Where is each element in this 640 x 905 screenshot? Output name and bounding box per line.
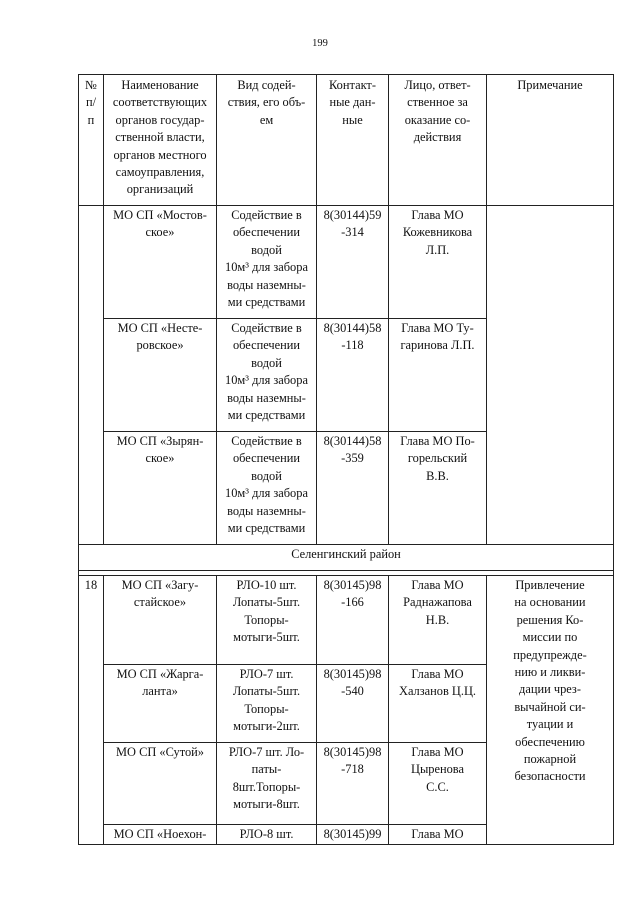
- note-cell: [487, 206, 614, 545]
- assistance-cell: РЛО-7 шт. Лопаты-5шт. Топоры- мотыги-2шт.: [217, 665, 317, 743]
- contact-cell: 8(30145)98 -166: [317, 576, 389, 665]
- region-title: Селенгинский район: [79, 545, 614, 571]
- org-cell: МО СП «Жарга- ланта»: [104, 665, 217, 743]
- person-cell: Глава МО: [389, 825, 487, 845]
- assistance-cell: РЛО-10 шт. Лопаты-5шт. Топоры- мотыги-5шт.: [217, 576, 317, 665]
- org-cell: МО СП «Загу- стайское»: [104, 576, 217, 665]
- assistance-cell: РЛО-7 шт. Ло- паты- 8шт.Топоры- мотыги-8шт.: [217, 743, 317, 825]
- header-number: № п/ п: [79, 75, 104, 206]
- person-cell: Глава МО Ту- гаринова Л.П.: [389, 319, 487, 432]
- person-cell: Глава МО Халзанов Ц.Ц.: [389, 665, 487, 743]
- page-number: 199: [312, 38, 328, 49]
- assistance-cell: Содействие в обеспечении водой 10м³ для забора воды наземны- ми средствами: [217, 319, 317, 432]
- assistance-table: [78, 74, 614, 845]
- org-cell: МО СП «Ноехон-: [104, 825, 217, 845]
- person-cell: Глава МО Кожевникова Л.П.: [389, 206, 487, 319]
- person-cell: Глава МО Цыренова С.С.: [389, 743, 487, 825]
- region-row: [79, 545, 614, 571]
- assistance-cell: РЛО-8 шт.: [217, 825, 317, 845]
- header-assistance-type: Вид содей- ствия, его объ- ем: [217, 75, 317, 206]
- contact-cell: 8(30144)59 -314: [317, 206, 389, 319]
- header-note: Примечание: [487, 75, 614, 206]
- row-number-cell: [79, 206, 104, 545]
- org-cell: МО СП «Сутой»: [104, 743, 217, 825]
- assistance-cell: Содействие в обеспечении водой 10м³ для забора воды наземны- ми средствами: [217, 206, 317, 319]
- table-row: [79, 576, 614, 665]
- org-cell: МО СП «Мостов- ское»: [104, 206, 217, 319]
- contact-cell: 8(30145)98 -718: [317, 743, 389, 825]
- header-responsible-person: Лицо, ответ- ственное за оказание со- действия: [389, 75, 487, 206]
- table-header-row: [79, 75, 614, 206]
- contact-cell: 8(30145)98 -540: [317, 665, 389, 743]
- table-row: [79, 206, 614, 319]
- header-organization: Наименование соответствующих органов государ- ственной власти, органов местного самоуправления, организаций: [104, 75, 217, 206]
- contact-cell: 8(30144)58 -359: [317, 432, 389, 545]
- person-cell: Глава МО По- горельский В.В.: [389, 432, 487, 545]
- org-cell: МО СП «Зырян- ское»: [104, 432, 217, 545]
- note-cell: Привлечение на основании решения Ко- миссии по предупрежде- нию и ликви- дации чрез- вычайной си- туации и обеспечению пожарной безопасности: [487, 576, 614, 845]
- org-cell: МО СП «Нестe- ровское»: [104, 319, 217, 432]
- person-cell: Глава МО Раднажапова Н.В.: [389, 576, 487, 665]
- contact-cell: 8(30145)99: [317, 825, 389, 845]
- assistance-cell: Содействие в обеспечении водой 10м³ для забора воды наземны- ми средствами: [217, 432, 317, 545]
- header-contacts: Контакт- ные дан- ные: [317, 75, 389, 206]
- contact-cell: 8(30144)58 -118: [317, 319, 389, 432]
- row-number-cell: 18: [79, 576, 104, 845]
